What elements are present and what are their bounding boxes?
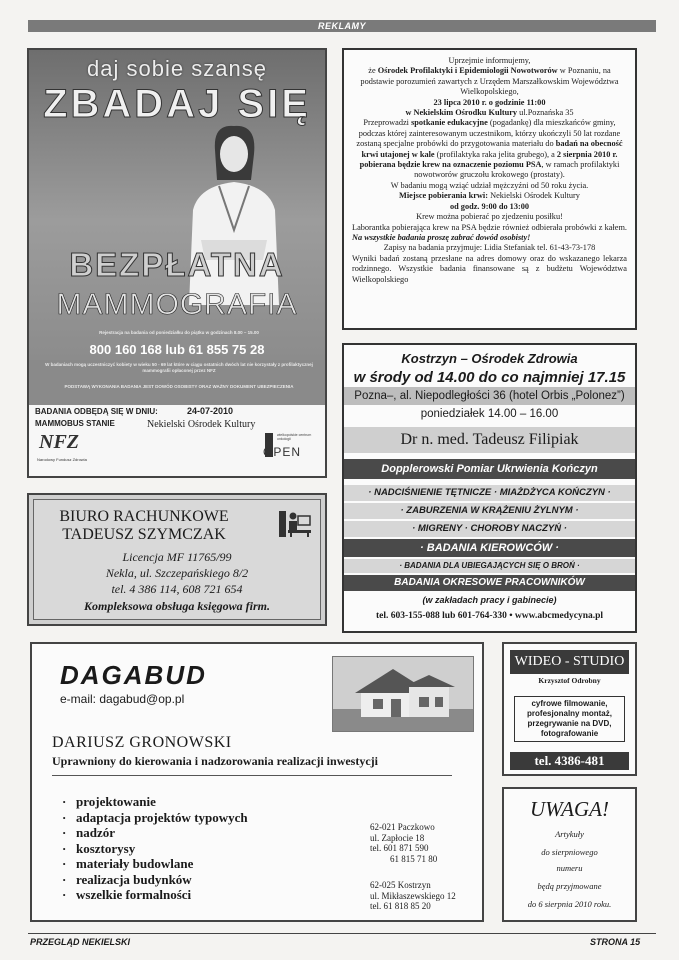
service-item: · realizacja budynków xyxy=(62,872,248,888)
info-lab: Laborantka pobierająca krew na PSA będzie również odbierała probówki z kałem. Na wszystkie badania proszę zabrać dowód osobisty! xyxy=(352,222,627,242)
service-periodic: BADANIA OKRESOWE PRACOWNIKÓW xyxy=(344,575,635,591)
service-item: · adaptacja projektów typowych xyxy=(62,810,248,826)
nfz-subtitle: Narodowy Fundusz Zdrowia xyxy=(37,457,87,462)
open-logo: OPEN xyxy=(263,445,302,459)
info-registration: Zapisy na badania przyjmuje: Lidia Stefaniak tel. 61-43-73-178 xyxy=(383,243,596,253)
nfz-logo: NFZ xyxy=(39,431,79,453)
clinic-contact: tel. 603-155-088 lub 601-764-330 • www.abcmedycyna.pl xyxy=(375,611,604,621)
ad-free-label: BEZPŁATNA xyxy=(69,246,285,283)
video-studio-ad xyxy=(502,642,637,776)
service-weapons: · BADANIA DLA UBIEGAJĄCYCH SIĘ O BROŃ · xyxy=(344,559,635,573)
ad-condition: PODSTAWĄ WYKONANIA BADANIA JEST DOWÓD OSOBISTY ORAZ WAŻNY DOKUMENT UBEZPIECZENIA xyxy=(64,384,294,389)
accounting-phones: tel. 4 386 114, 608 721 654 xyxy=(111,582,243,596)
notice-line: do sierpniowego xyxy=(541,847,598,857)
service-drivers: · BADANIA KIEROWCÓW · xyxy=(344,539,635,557)
service-migraine: · MIGRENY · CHOROBY NACZYŃ · xyxy=(344,521,635,537)
accounting-office-ad xyxy=(27,493,327,626)
ad-phones: 800 160 168 lub 61 855 75 28 xyxy=(89,342,265,357)
clinic-doctor: Dr n. med. Tadeusz Filipiak xyxy=(344,427,635,453)
mammography-ad xyxy=(27,48,327,478)
info-blood-place: Miejsce pobierania krwi: Nekielski Ośrodek Kultury xyxy=(399,191,580,201)
clinic-hours: w środy od 14.00 do co najmniej 17.15 xyxy=(353,369,626,386)
kostrzyn-clinic-ad xyxy=(342,343,637,633)
info-hours: od godz. 9:00 do 13:00 xyxy=(449,201,530,211)
ad-bus-label: MAMMOBUS STANIE xyxy=(35,419,115,428)
info-intro: Uprzejmie informujemy, xyxy=(448,56,531,65)
dagabud-logo: DAGABUD xyxy=(60,660,207,690)
service-item: · projektowanie xyxy=(62,794,248,810)
ad-date: 24-07-2010 xyxy=(187,406,234,416)
service-item: · nadzór xyxy=(62,825,248,841)
clinic-title: Kostrzyn – Ośrodek Zdrowia xyxy=(401,351,578,366)
ad-day-label: BADANIA ODBĘDĄ SIĘ W DNIU: xyxy=(35,407,158,416)
notice-line: do 6 sierpnia 2010 roku. xyxy=(527,899,612,909)
accounting-license: Licencja MF 11765/99 xyxy=(122,550,232,564)
dagabud-owner: DARIUSZ GRONOWSKI xyxy=(52,734,232,751)
info-meal: Krew można pobierać po zjedzeniu posiłku! xyxy=(416,212,563,222)
section-header: REKLAMY xyxy=(28,20,656,32)
accounting-address: Nekla, ul. Szczepańskiego 8/2 xyxy=(105,566,249,580)
video-phone: tel. 4386-481 xyxy=(510,752,629,770)
notice-line: numeru xyxy=(556,863,583,873)
service-doppler: Dopplerowski Pomiar Ukrwienia Kończyn xyxy=(344,459,635,479)
accounting-inner xyxy=(33,499,321,620)
ad-eligibility: W badaniach mogą uczestniczyć kobiety w wieku 50 - 69 lat które w ciągu ostatnich dwóch lat nie korzystały z profilaktycznej mammografii opłaconej przez NFZ xyxy=(45,362,313,373)
notice-line: będą przyjmowane xyxy=(537,881,602,891)
notice-box xyxy=(502,787,637,922)
house-photo xyxy=(332,656,474,732)
ad-tagline: daj sobie szansę xyxy=(87,56,267,81)
notice-title: UWAGA! xyxy=(529,797,609,821)
accounting-slogan: Kompleksowa obsługa księgowa firm. xyxy=(83,599,271,613)
info-eligibility: W badaniu mogą wziąć udział mężczyźni od 50 roku życia. xyxy=(390,180,589,190)
publication-name: PRZEGLĄD NEKIELSKI xyxy=(30,937,131,947)
notice-line: Artykuły xyxy=(555,829,584,839)
video-owner: Krzysztof Odrobny xyxy=(538,676,601,685)
info-results: Wyniki badań zostaną przesłane na adres domowy oraz do wskazanego lekarza rodzinnego. Wszystkie badania finansowane są z budżetu Województwa Wielkopolskiego xyxy=(352,253,627,284)
info-meeting: Przeprowadzi spotkanie edukacyjne (pogadankę) dla mieszkańców gminy, podczas której zainteresowanym uczestnikom, którzy ukończyli 50 lat rozdane zostaną specjalne probówki do przygotowania materiału do badań na obecność krwi utajonej w kale (profilaktyka raka jelita grubego), a 2 sierpnia 2010 r. xyxy=(356,118,623,159)
clinic-address: Pozna–, al. Niepodległości 36 (hotel Orbis „Polonez”) xyxy=(344,387,635,405)
service-hypertension: · NADCIŚNIENIE TĘTNICZE · MIAŻDŻYCA KOŃCZYN · xyxy=(344,485,635,501)
dagabud-address-paczkowo: 62-021 Paczkowo ul. Zapłocie 18 tel. 601 871 590 61 815 71 80 xyxy=(370,822,438,864)
service-periodic-note: (w zakładach pracy i gabinecie) xyxy=(422,595,557,605)
dagabud-address-kostrzyn: 62-025 Kostrzyn ul. Mikłaszewskiego 12 tel. 61 818 85 20 xyxy=(370,880,456,911)
dagabud-license: Uprawniony do kierowania i nadzorowania realizacji inwestycji xyxy=(52,754,379,768)
dagabud-services xyxy=(62,794,248,903)
info-organizer: że Ośrodek Profilaktyki i Epidemiologii Nowotworów w Poznaniu, na podstawie porozumień zawartych z Urzędem Marszałkowskim Województwa Wielkopolskiego, xyxy=(360,66,619,97)
info-date: 23 lipca 2010 r. o godzinie 11:00 xyxy=(433,97,546,107)
ad-footer xyxy=(29,405,325,478)
ad-location: Nekielski Ośrodek Kultury xyxy=(147,419,256,430)
open-subtitle: wielkopolskie centrum onkologii xyxy=(277,433,312,441)
accounting-owner: TADEUSZ SZYMCZAK xyxy=(62,526,226,543)
dagabud-ad xyxy=(30,642,484,922)
screening-info-box xyxy=(342,48,637,330)
video-title: WIDEO - STUDIO xyxy=(510,650,629,674)
dagabud-email: e-mail: dagabud@op.pl xyxy=(60,692,185,706)
info-place: w Nekielskim Ośrodku Kultury ul.Poznańska 35 xyxy=(405,108,574,118)
office-desk-icon xyxy=(278,510,312,538)
service-item: · kosztorysy xyxy=(62,841,248,857)
ad-headline: ZBADAJ SIĘ xyxy=(43,82,311,126)
page-number: STRONA 15 xyxy=(590,937,641,947)
divider xyxy=(52,775,452,776)
accounting-title: BIURO RACHUNKOWE xyxy=(59,508,229,525)
video-services: cyfrowe filmowanie, profesjonalny montaż, przegrywanie na DVD, fotografowanie xyxy=(514,696,625,742)
info-psa: pobierana będzie krew na oznaczenie poziomu PSA, w ramach profilaktyki nowotworów gruczołu krokowego (prostaty). xyxy=(359,160,620,180)
ad-mammography-label: MAMMOGRAFIA xyxy=(56,288,298,321)
service-item: · materiały budowlane xyxy=(62,856,248,872)
service-item: · wszelkie formalności xyxy=(62,887,248,903)
clinic-monday: poniedziałek 14.00 – 16.00 xyxy=(420,408,559,420)
service-venous: · ZABURZENIA W KRĄŻENIU ŻYLNYM · xyxy=(344,503,635,519)
ad-registration: Rejestracja na badania od poniedziałku do piątku w godzinach 8.00 – 15.00 xyxy=(99,330,259,335)
footer-divider xyxy=(28,933,656,934)
